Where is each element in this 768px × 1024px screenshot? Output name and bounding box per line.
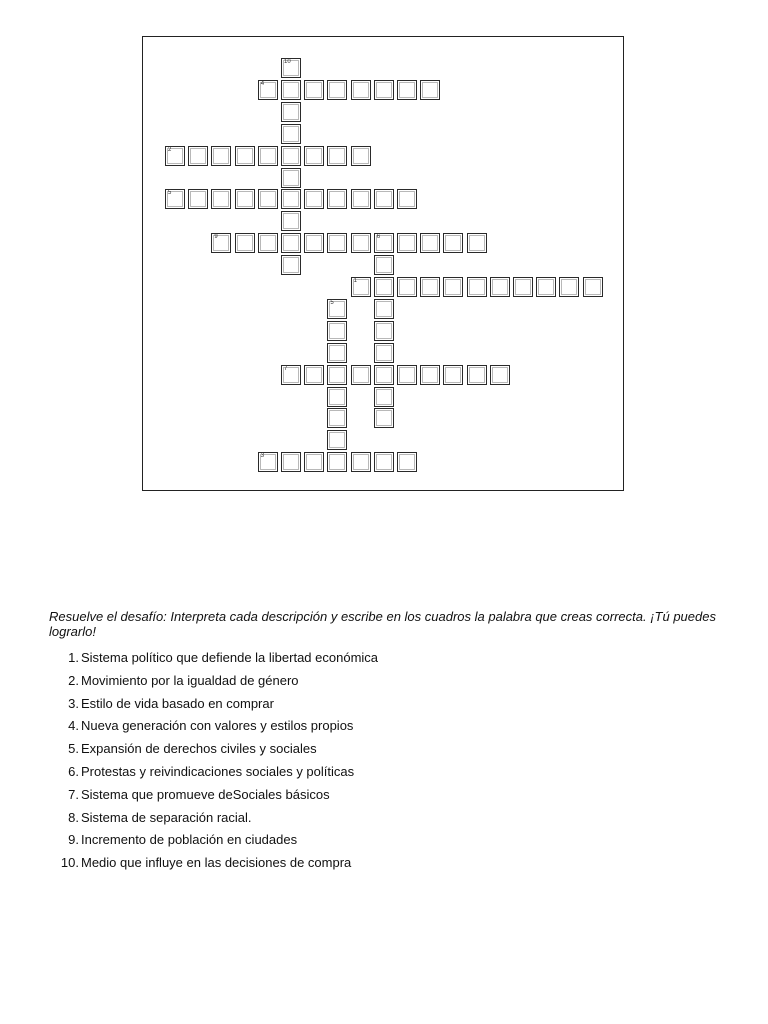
crossword-cell[interactable] — [536, 277, 556, 297]
cell-clue-number: 3 — [260, 453, 265, 460]
clue-item — [49, 716, 709, 739]
crossword-cell[interactable] — [327, 233, 347, 253]
cell-clue-number: 5 — [330, 299, 334, 306]
crossword-cell[interactable] — [327, 299, 347, 319]
crossword-cell[interactable] — [374, 299, 394, 319]
clue-number: 9. — [68, 832, 79, 848]
crossword-cell[interactable] — [420, 80, 440, 100]
crossword-cell[interactable] — [258, 146, 278, 166]
crossword-cell[interactable] — [397, 233, 417, 253]
crossword-cell[interactable] — [397, 277, 417, 297]
crossword-cell[interactable] — [397, 189, 417, 209]
crossword-cell[interactable] — [281, 58, 301, 78]
crossword-cell[interactable] — [374, 321, 394, 341]
crossword-cell[interactable] — [327, 430, 347, 450]
crossword-cell[interactable] — [188, 146, 208, 166]
clue-item — [49, 648, 709, 671]
crossword-cell[interactable] — [490, 277, 510, 297]
crossword-cell[interactable] — [559, 277, 579, 297]
crossword-cell[interactable] — [281, 189, 301, 209]
crossword-cell[interactable] — [351, 233, 371, 253]
crossword-cell[interactable] — [420, 233, 440, 253]
crossword-cell[interactable] — [327, 146, 347, 166]
crossword-cell[interactable] — [374, 233, 394, 253]
cell-clue-number: 7 — [284, 365, 288, 372]
crossword-cell[interactable] — [188, 189, 208, 209]
crossword-cell[interactable] — [374, 387, 394, 407]
clue-text: Incremento de población en ciudades — [81, 832, 298, 848]
crossword-cell[interactable] — [235, 146, 255, 166]
crossword-cell[interactable] — [304, 365, 324, 385]
crossword-cell[interactable] — [235, 233, 255, 253]
crossword-cell[interactable] — [374, 255, 394, 275]
crossword-cell[interactable] — [281, 255, 301, 275]
crossword-cell[interactable] — [351, 365, 371, 385]
crossword-cell[interactable] — [165, 189, 185, 209]
clue-number: 5. — [68, 741, 79, 757]
crossword-cell[interactable] — [443, 233, 463, 253]
crossword-cell[interactable] — [467, 277, 487, 297]
clue-list — [49, 648, 709, 876]
clue-text: Nueva generación con valores y estilos propios — [81, 718, 354, 734]
crossword-cell[interactable] — [467, 233, 487, 253]
crossword-cell[interactable] — [397, 452, 417, 472]
clue-number: 10. — [60, 855, 79, 871]
crossword-cell[interactable] — [281, 80, 301, 100]
crossword-cell[interactable] — [304, 233, 324, 253]
cell-clue-number: 5 — [168, 190, 172, 197]
crossword-cell[interactable] — [281, 146, 301, 166]
clue-item — [49, 739, 709, 762]
crossword-cell[interactable] — [304, 146, 324, 166]
crossword-cell[interactable] — [374, 189, 394, 209]
crossword-cell[interactable] — [211, 233, 231, 253]
crossword-cell[interactable] — [327, 321, 347, 341]
crossword-cell[interactable] — [165, 146, 185, 166]
crossword-cell[interactable] — [374, 365, 394, 385]
clue-text: Sistema que promueve deSociales básicos — [81, 786, 330, 802]
crossword-cell[interactable] — [374, 343, 394, 363]
clue-item — [49, 694, 709, 717]
clue-number: 3. — [68, 695, 79, 711]
crossword-cell[interactable] — [327, 387, 347, 407]
crossword-cell[interactable] — [397, 80, 417, 100]
crossword-cell[interactable] — [374, 277, 394, 297]
clue-number: 8. — [68, 809, 79, 825]
crossword-cell[interactable] — [281, 365, 301, 385]
crossword-cell[interactable] — [420, 365, 440, 385]
crossword-cell[interactable] — [235, 189, 255, 209]
cell-clue-number: 10 — [284, 59, 291, 65]
clue-number: 1. — [68, 650, 79, 665]
clue-item — [49, 671, 709, 694]
crossword-cell[interactable] — [258, 233, 278, 253]
clue-item — [49, 853, 709, 876]
crossword-cell[interactable] — [583, 277, 603, 297]
crossword-cell[interactable] — [351, 452, 371, 472]
crossword-cell[interactable] — [420, 277, 440, 297]
crossword-cell[interactable] — [327, 365, 347, 385]
crossword-cell[interactable] — [374, 408, 394, 428]
crossword-cell[interactable] — [327, 452, 347, 472]
crossword-cell[interactable] — [258, 80, 278, 100]
clue-number: 7. — [68, 786, 79, 802]
crossword-cell[interactable] — [467, 365, 487, 385]
crossword-cell[interactable] — [351, 146, 371, 166]
clue-text: Medio que influye en las decisiones de compra — [81, 855, 352, 871]
clue-text: Sistema de separación racial. — [81, 809, 252, 825]
crossword-cell[interactable] — [327, 408, 347, 428]
crossword-cell[interactable] — [351, 80, 371, 100]
instructions-text: Resuelve el desafío: Interpreta cada descripción y escribe en los cuadros la palabra que creas correcta. ¡Tú puedes lograrlo! — [49, 609, 716, 639]
crossword-cell[interactable] — [327, 80, 347, 100]
crossword-cell[interactable] — [374, 80, 394, 100]
cell-clue-number: 2 — [168, 146, 172, 153]
crossword-cell[interactable] — [397, 365, 417, 385]
crossword-cell[interactable] — [281, 124, 301, 144]
clue-text: Movimiento por la igualdad de género — [81, 672, 299, 688]
crossword-cell[interactable] — [304, 189, 324, 209]
cell-clue-number: 4 — [260, 80, 265, 87]
crossword-cell[interactable] — [281, 452, 301, 472]
crossword-cell[interactable] — [374, 452, 394, 472]
clue-number: 6. — [68, 763, 79, 779]
crossword-cell[interactable] — [211, 146, 231, 166]
crossword-cell[interactable] — [351, 277, 371, 297]
clue-number: 4. — [68, 718, 79, 734]
crossword-cell[interactable] — [490, 365, 510, 385]
crossword-cell[interactable] — [513, 277, 533, 297]
crossword-cell[interactable] — [327, 189, 347, 209]
crossword-cell[interactable] — [258, 189, 278, 209]
clue-item — [49, 808, 709, 831]
crossword-cell[interactable] — [258, 452, 278, 472]
crossword-cell[interactable] — [304, 452, 324, 472]
crossword-cell[interactable] — [281, 168, 301, 188]
crossword-cell[interactable] — [281, 233, 301, 253]
clue-item — [49, 785, 709, 808]
clue-number: 2. — [68, 672, 79, 688]
crossword-puzzle — [142, 36, 624, 491]
cell-clue-number: 9 — [214, 234, 218, 241]
crossword-cell[interactable] — [443, 365, 463, 385]
cell-clue-number: 6 — [376, 234, 381, 241]
crossword-cell[interactable] — [281, 102, 301, 122]
crossword-cell[interactable] — [304, 80, 324, 100]
clue-text: Protestas y reivindicaciones sociales y políticas — [81, 763, 355, 779]
clue-item — [49, 762, 709, 785]
clue-item — [49, 830, 709, 853]
crossword-cell[interactable] — [351, 189, 371, 209]
crossword-cell[interactable] — [443, 277, 463, 297]
clue-text: Estilo de vida basado en comprar — [81, 695, 274, 711]
clue-text: Sistema político que defiende la libertad económica — [81, 650, 379, 665]
clue-text: Expansión de derechos civiles y sociales — [81, 741, 317, 757]
crossword-cell[interactable] — [281, 211, 301, 231]
crossword-cell[interactable] — [327, 343, 347, 363]
cell-clue-number: 1 — [353, 278, 357, 284]
crossword-cell[interactable] — [211, 189, 231, 209]
